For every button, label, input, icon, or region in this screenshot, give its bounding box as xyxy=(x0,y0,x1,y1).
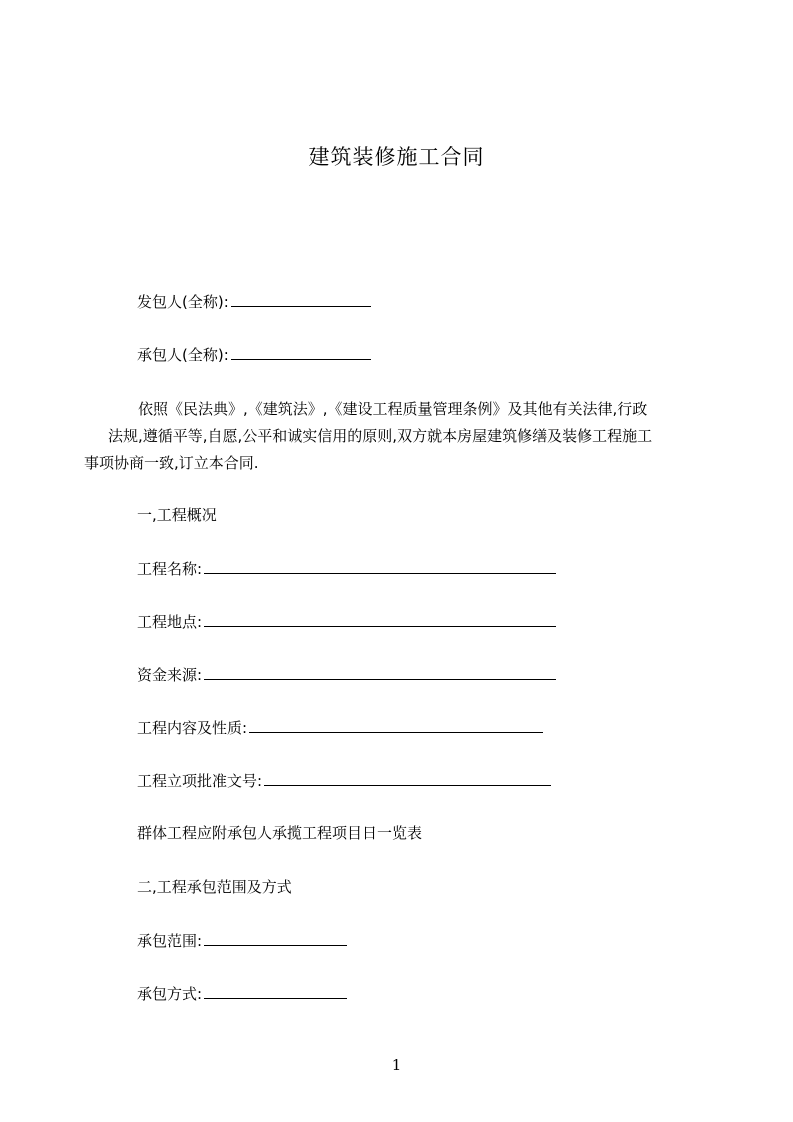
project-content-line xyxy=(137,717,543,738)
project-content-blank xyxy=(249,717,543,733)
page-number: 1 xyxy=(391,1056,402,1074)
funding-source-line xyxy=(137,664,556,685)
project-name-line xyxy=(137,558,556,579)
funding-source-blank xyxy=(204,664,556,680)
method-line xyxy=(137,983,347,1004)
project-location-label: 工程地点: xyxy=(137,613,203,631)
project-content-label: 工程内容及性质: xyxy=(137,719,248,737)
party-b-line xyxy=(137,344,371,365)
approval-number-label: 工程立项批准文号: xyxy=(137,772,263,790)
method-blank xyxy=(204,983,347,999)
scope-line xyxy=(137,930,347,951)
scope-blank xyxy=(204,930,347,946)
project-location-blank xyxy=(204,611,556,627)
party-b-blank xyxy=(231,344,371,360)
approval-number-line xyxy=(137,770,551,791)
party-a-blank xyxy=(231,291,371,307)
funding-source-label: 资金来源: xyxy=(137,666,203,684)
preamble-line: 法规,遵循平等,自愿,公平和诚实信用的原则,双方就本房屋建筑修缮及装修工程施工 xyxy=(108,427,653,445)
document-title: 建筑装修施工合同 xyxy=(308,145,485,169)
group-project-note: 群体工程应附承包人承揽工程项目日一览表 xyxy=(137,824,423,842)
approval-number-blank xyxy=(264,770,551,786)
scope-label: 承包范围: xyxy=(137,932,203,950)
preamble-paragraph xyxy=(84,396,704,477)
party-a-label: 发包人(全称): xyxy=(137,293,229,311)
project-name-blank xyxy=(204,558,556,574)
preamble-line: 依照《民法典》,《建筑法》,《建设工程质量管理条例》及其他有关法律,行政 xyxy=(138,400,648,418)
project-location-line xyxy=(137,611,556,632)
section-2-heading: 二,工程承包范围及方式 xyxy=(137,878,292,896)
party-b-label: 承包人(全称): xyxy=(137,346,229,364)
section-1-heading: 一,工程概况 xyxy=(137,506,217,524)
project-name-label: 工程名称: xyxy=(137,560,203,578)
method-label: 承包方式: xyxy=(137,985,203,1003)
preamble-line: 事项协商一致,订立本合同. xyxy=(84,454,259,472)
party-a-line xyxy=(137,291,371,312)
